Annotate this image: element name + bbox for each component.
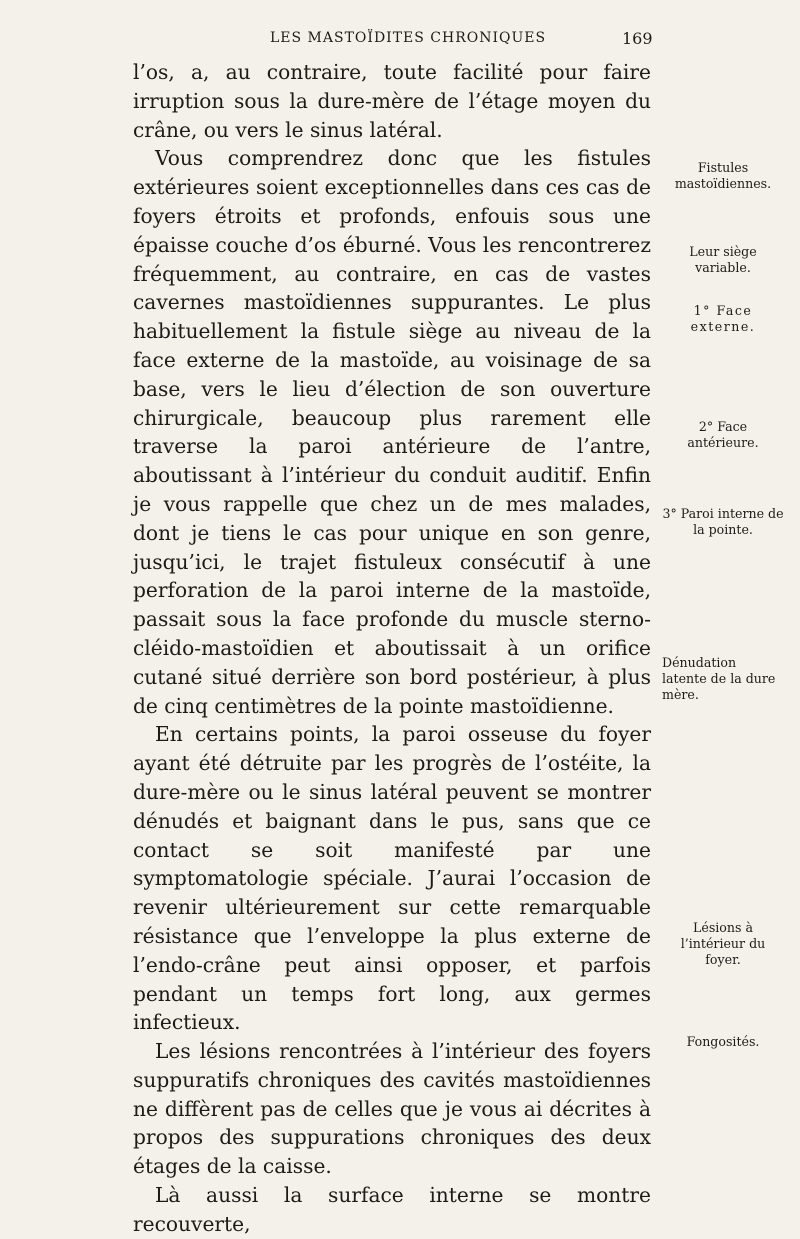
- margin-note-fistules: Fistules mastoïdiennes.: [674, 160, 772, 191]
- margin-note-denudation: Dénudation latente de la dure mère.: [662, 655, 776, 702]
- page-number: 169: [622, 29, 653, 48]
- margin-note-paroi-interne: 3° Paroi interne de la pointe.: [662, 506, 784, 537]
- margin-note-siege: Leur siège variable.: [689, 244, 757, 275]
- margin-note-face-externe: 1° Face externe.: [690, 303, 756, 334]
- paragraph-fongosites: Là aussi la surface interne se montre recouverte,: [133, 1183, 651, 1236]
- margin-note-face-anterieure: 2° Face antérieure.: [687, 419, 759, 450]
- paragraph-continuation: l’os, a, au contraire, toute facilité pour faire irruption sous la dure-mère de l’étage moyen du crâne, ou vers le sinus latéral.: [133, 60, 651, 142]
- paragraph-denudation: En certains points, la paroi osseuse du foyer ayant été détruite par les progrès de l’ostéite, la dure-mère ou le sinus latéral peuvent se montrer dénudés et baignant dans le pus, sans que ce contact se soit manifesté par une symptomatologie spéciale. J’aurai l’occasion de revenir ultérieurement sur cette remarquable résistance que l’enveloppe la plus externe de l’endo-crâne peut ainsi opposer, et parfois pendant un temps fort long, aux germes infectieux.: [133, 722, 651, 1035]
- paragraph-fistules: Vous comprendrez donc que les fistules extérieures soient exceptionnelles dans ces cas de foyers étroits et profonds, enfouis sous une épaisse couche d’os éburné. Vous les rencontrerez fréquemment, au contraire, en cas de vastes cavernes mastoïdiennes suppurantes. Le plus habituellement la fistule siège au niveau de la face externe de la mastoïde, au voisinage de sa base, vers le lieu d’élection de son ouverture chirurgicale, beaucoup plus rarement elle traverse la paroi antérieure de l’antre, aboutissant à l’intérieur du conduit auditif. Enfin je vous rappelle que chez un de mes malades, dont je tiens le cas pour unique en son genre, jusqu’ici, le trajet fistuleux consécutif à une perforation de la paroi interne de la mastoïde, passait sous la face profonde du muscle sterno-cléido-mastoïdien et aboutissait à un orifice cutané situé derrière son bord postérieur, à plus de cinq centimètres de la pointe mastoïdienne.: [133, 146, 651, 718]
- margin-note-fongosites: Fongosités.: [686, 1034, 760, 1049]
- running-head: LES MASTOÏDITES CHRONIQUES: [270, 30, 547, 46]
- margin-note-lesions: Lésions à l’intérieur du foyer.: [680, 920, 766, 967]
- paragraph-lesions: Les lésions rencontrées à l’intérieur des foyers suppuratifs chroniques des cavités mastoïdiennes ne diffèrent pas de celles que je vous ai décrites à propos des suppurations chroniques des deux étages de la caisse.: [133, 1039, 651, 1179]
